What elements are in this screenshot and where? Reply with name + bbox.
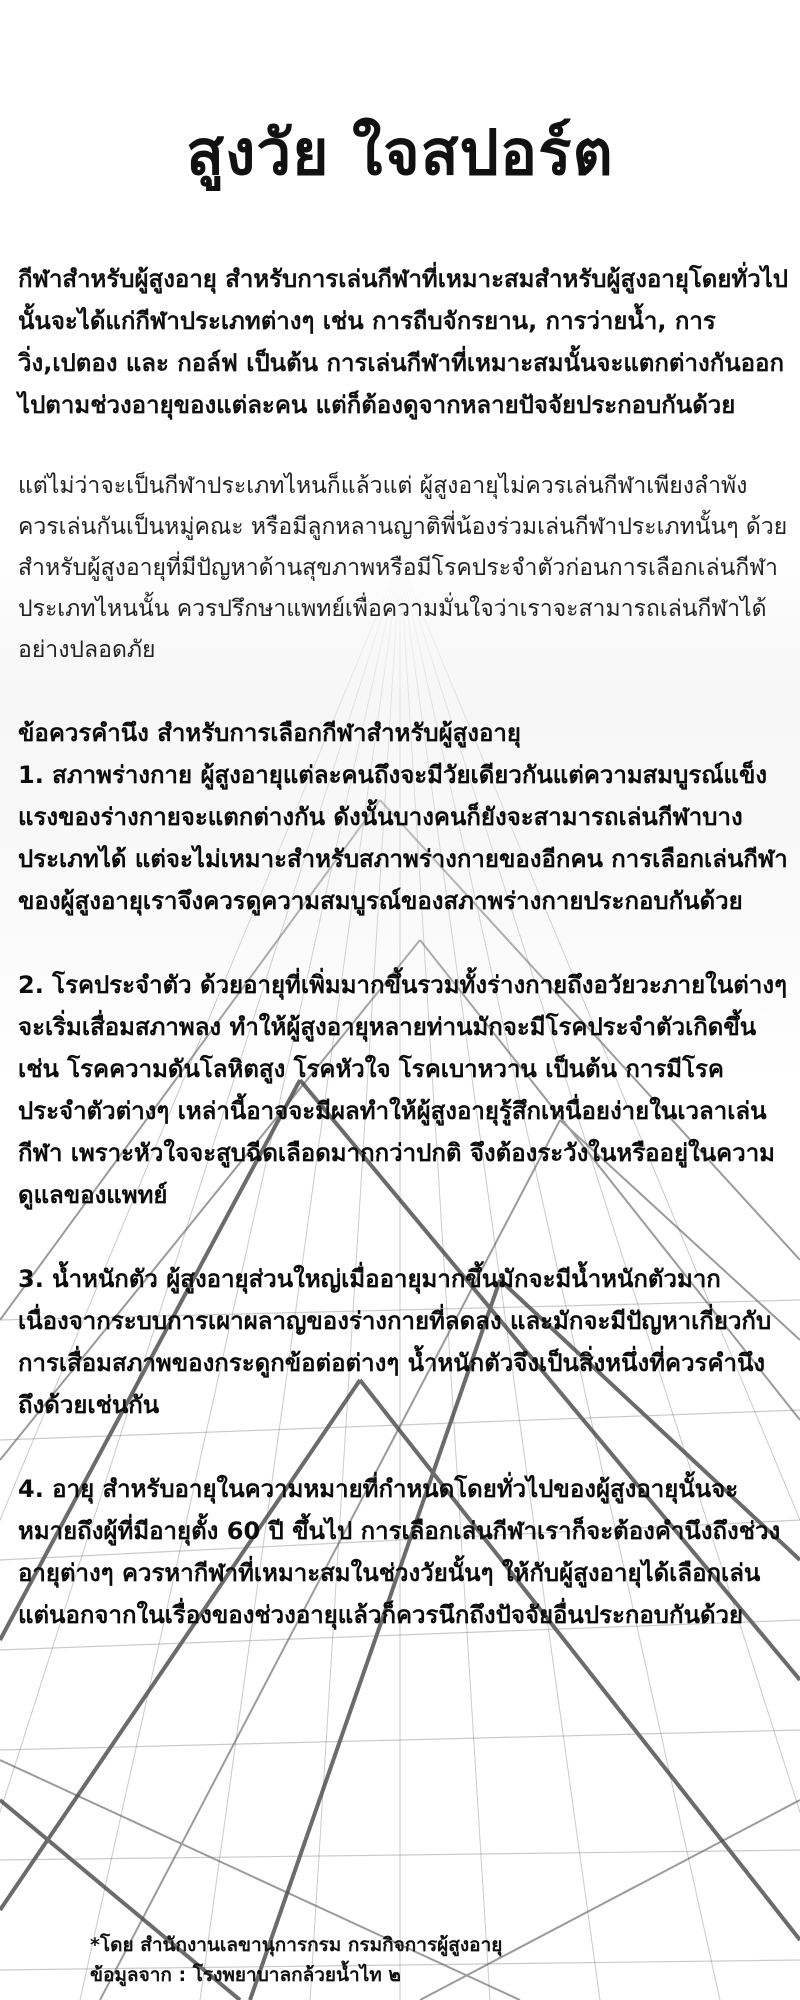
considerations-heading: ข้อควรคำนึง สำหรับการเลือกกีฬาสำหรับผู้สูงอายุ xyxy=(18,719,521,747)
consideration-item-body-condition: 1. สภาพร่างกาย ผู้สูงอายุแต่ละคนถึงจะมีวัยเดียวกันแต่ความสมบูรณ์แข็งแรงของร่างกายจะแตกต่างกัน ดังนั้นบางคนก็ยังจะสามารถเล่นกีฬาบางประเภทได้ แต่จะไม่เหมาะสำหรับสภาพร่างกายของอีกคน การเลือกเล่นกีฬาของผู้สูงอายุเราจึงควรดูความสมบูรณ์ของสภาพร่างกายประกอบกันด้วย xyxy=(18,761,788,915)
consideration-item-age: 4. อายุ สำหรับอายุในความหมายที่กำหนดโดยทั่วไปของผู้สูงอายุนั้นจะหมายถึงผู้ที่มีอายุตั้ง 60 ปี ขึ้นไป การเลือกเล่นกีฬาเราก็จะต้องคำนึงถึงช่วงอายุต่างๆ ควรหากีฬาที่เหมาะสมในช่วงวัยนั้นๆ ให้กับผู้สูงอายุได้เลือกเล่น แต่นอกจากในเรื่องของช่วงอายุแล้วก็ควรนึกถึงปัจจัยอื่นประกอบกันด้วย xyxy=(18,1475,781,1629)
safety-note-paragraph: แต่ไม่ว่าจะเป็นกีฬาประเภทไหนก็แล้วแต่ ผู้สูงอายุไม่ควรเล่นกีฬาเพียงลำพัง ควรเล่นกันเป็นหมู่คณะ หรือมีลูกหลานญาติพี่น้องร่วมเล่นกีฬาประเภทนั้นๆ ด้วย สำหรับผู้สูงอายุที่มีปัญหาด้านสุขภาพหรือมีโรคประจำตัวก่อนการเลือกเล่นกีฬาประเภทไหนนั้น ควรปรึกษาแพทย์เพื่อความมั่นใจว่าเราจะสามารถเล่นกีฬาได้อย่างปลอดภัย xyxy=(18,473,788,663)
considerations-section xyxy=(18,712,788,1678)
credit-source-line: ข้อมูลจาก : โรงพยาบาลกล้วยน้ำไท ๒ xyxy=(90,1964,401,1986)
credit-author-line: *โดย สำนักงานเลขานุการกรม กรมกิจการผู้สูงอายุ xyxy=(90,1934,503,1956)
consideration-item-chronic-disease: 2. โรคประจำตัว ด้วยอายุที่เพิ่มมากขึ้นรวมทั้งร่างกายถึงอวัยวะภายในต่างๆ จะเริ่มเสื่อมสภาพลง ทำให้ผู้สูงอายุหลายท่านมักจะมีโรคประจำตัวเกิดขึ้น เช่น โรคความดันโลหิตสูง โรคหัวใจ โรคเบาหวาน เป็นต้น การมีโรคประจำตัวต่างๆ เหล่านี้อาจจะมีผลทำให้ผู้สูงอายุรู้สึกเหนื่อยง่ายในเวลาเล่นกีฬา เพราะหัวใจจะสูบฉีดเลือดมากกว่าปกติ จึงต้องระวังในหรืออยู่ในความดูแลของแพทย์ xyxy=(18,971,787,1209)
page-title: สูงวัย ใจสปอร์ต xyxy=(186,115,614,189)
source-credits xyxy=(90,1930,770,1990)
consideration-item-body-weight: 3. น้ำหนักตัว ผู้สูงอายุส่วนใหญ่เมื่ออายุมากขึ้นมักจะมีน้ำหนักตัวมาก เนื่องจากระบบการเผาผลาญของร่างกายที่ลดลง และมักจะมีปัญหาเกี่ยวกับการเสื่อมสภาพของกระดูกข้อต่อต่างๆ น้ำหนักตัวจึงเป็นสิ่งหนึ่งที่ควรคำนึงถึงด้วยเช่นกัน xyxy=(18,1265,772,1419)
intro-paragraph: กีฬาสำหรับผู้สูงอายุ สำหรับการเล่นกีฬาที่เหมาะสมสำหรับผู้สูงอายุโดยทั่วไปนั้นจะได้แก่กีฬาประเภทต่างๆ เช่น การถีบจักรยาน, การว่ายน้ำ, การวิ่ง,เปตอง และ กอล์ฟ เป็นต้น การเล่นกีฬาที่เหมาะสมนั้นจะแตกต่างกันออกไปตามช่วงอายุของแต่ละคน แต่ก็ต้องดูจากหลายปัจจัยประกอบกันด้วย xyxy=(18,265,789,419)
